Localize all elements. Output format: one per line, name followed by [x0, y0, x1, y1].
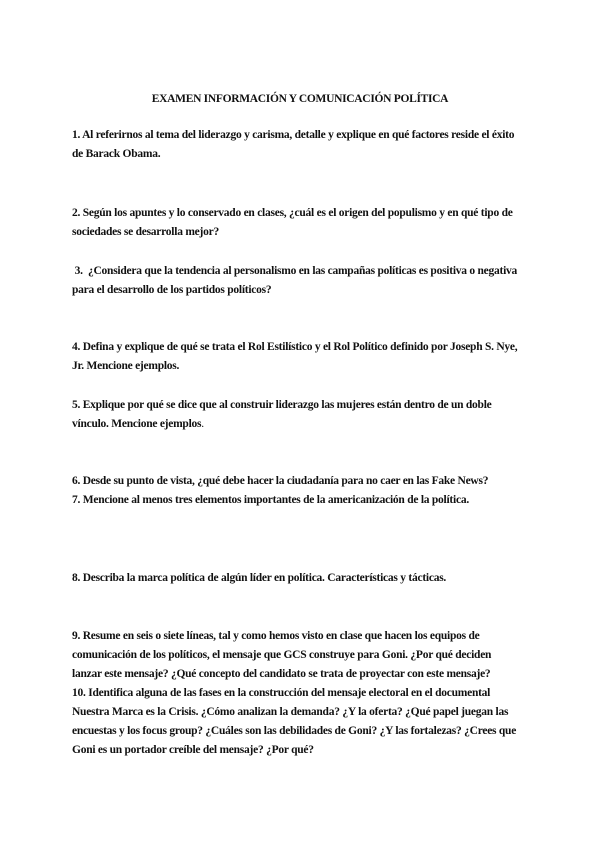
- question-5: [72, 396, 534, 434]
- question-8-line-1: 8. Describa la marca política de algún líder en política. Características y tácticas.: [72, 572, 447, 584]
- question-4-line-2: Jr. Mencione ejemplos.: [72, 360, 180, 372]
- question-6-line: 6. Desde su punto de vista, ¿qué debe hacer la ciudadanía para no caer en las Fake News?: [72, 475, 489, 487]
- question-9-line-3: lanzar este mensaje? ¿Qué concepto del candidato se trata de proyectar con este mensaje?: [72, 668, 491, 680]
- exam-title: EXAMEN INFORMACIÓN Y COMUNICACIÓN POLÍTICA: [151, 93, 449, 105]
- question-3: [72, 262, 534, 300]
- question-3-line-1: 3. ¿Considera que la tendencia al personalismo en las campañas políticas es positiva o negativa: [72, 265, 518, 277]
- question-9-line-1: 9. Resume en seis o siete líneas, tal y como hemos visto en clase que hacen los equipos de: [72, 630, 480, 642]
- question-1-line-2: de Barack Obama.: [72, 148, 161, 160]
- question-8: [72, 569, 534, 588]
- question-4: [72, 338, 534, 376]
- question-2: [72, 204, 534, 242]
- questions-9-10: [72, 627, 534, 760]
- question-7-line: 7. Mencione al menos tres elementos importantes de la americanización de la política.: [72, 494, 469, 506]
- question-1: [72, 126, 534, 164]
- question-10-line-1: 10. Identifica alguna de las fases en la construcción del mensaje electoral en el documental: [72, 687, 491, 699]
- questions-6-7: [72, 472, 534, 510]
- question-5-line-2: [72, 415, 534, 434]
- question-4-line-1: 4. Defina y explique de qué se trata el Rol Estilístico y el Rol Político definido por Joseph S. Nye,: [72, 341, 518, 353]
- question-1-line-1: 1. Al referirnos al tema del liderazgo y carisma, detalle y explique en qué factores reside el éxito: [72, 129, 515, 141]
- question-10-line-3: encuestas y los focus group? ¿Cuáles son las debilidades de Goni? ¿Y las fortalezas? ¿Crees que: [72, 725, 517, 737]
- question-10-line-2: Nuestra Marca es la Crisis. ¿Cómo analizan la demanda? ¿Y la oferta? ¿Qué papel juegan las: [72, 706, 509, 718]
- question-5-trailing-period: .: [201, 418, 204, 430]
- question-5-line-2-text: vínculo. Mencione ejemplos: [72, 418, 202, 430]
- question-9-line-2: comunicación de los políticos, el mensaje que GCS construye para Goni. ¿Por qué deciden: [72, 649, 492, 661]
- question-2-line-1: 2. Según los apuntes y lo conservado en clases, ¿cuál es el origen del populismo y en qué tipo de: [72, 207, 513, 219]
- question-3-line-2: para el desarrollo de los partidos políticos?: [72, 284, 272, 296]
- question-10-line-4: Goni es un portador creíble del mensaje? ¿Por qué?: [72, 744, 314, 756]
- question-2-line-2: sociedades se desarrolla mejor?: [72, 226, 219, 238]
- question-5-line-1: 5. Explique por qué se dice que al construir liderazgo las mujeres están dentro de un doble: [72, 399, 492, 411]
